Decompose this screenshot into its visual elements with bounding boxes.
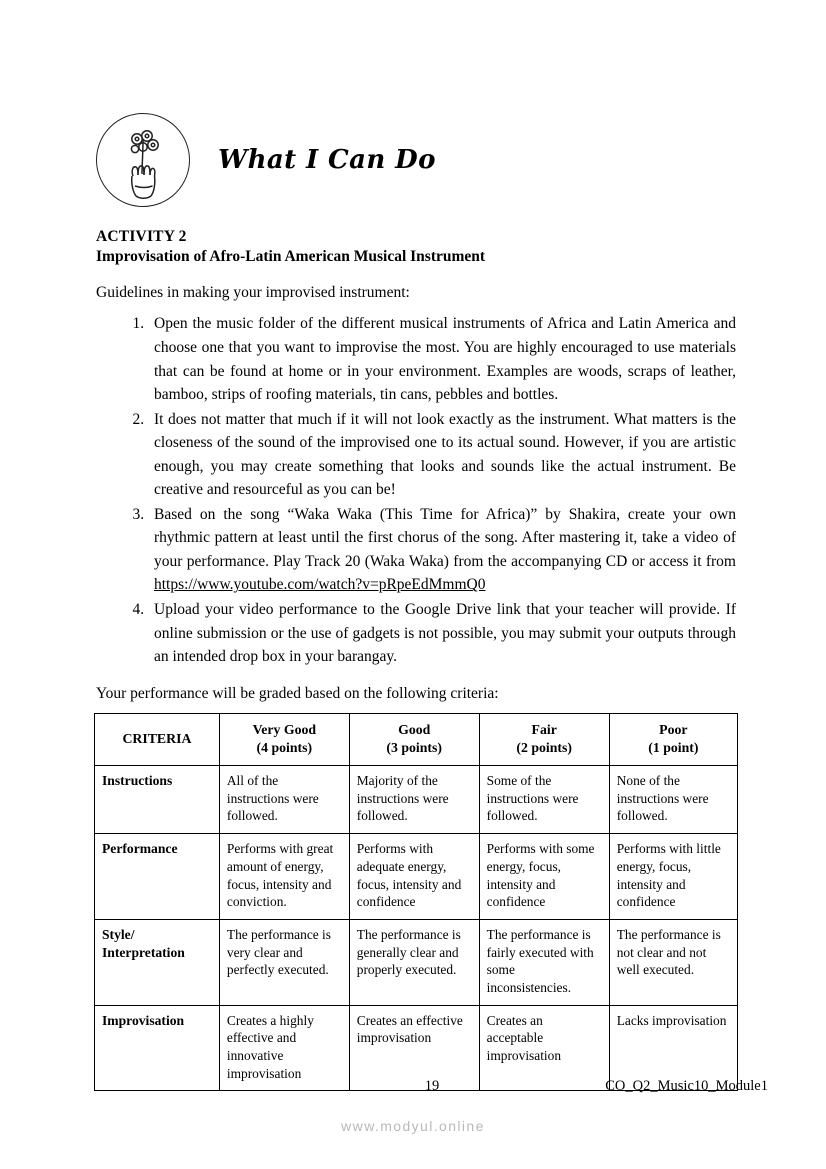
guidelines-intro: Guidelines in making your improvised instrument:	[96, 284, 410, 301]
hand-holding-flower-icon	[96, 113, 190, 207]
table-cell: Creates an effective improvisation	[349, 1005, 479, 1091]
table-cell: Performs with some energy, focus, intensity and confidence	[479, 834, 609, 920]
list-item-text: Based on the song “Waka Waka (This Time for Africa)” by Shakira, create your own rhythmic pattern at least until the first chorus of the song. After mastering it, take a video of your performance. Play Track 20 (Waka Waka) from the accompanying CD or access it from	[154, 505, 736, 570]
table-row	[95, 834, 738, 920]
header-line-2: (3 points)	[386, 739, 442, 755]
row-criteria-label: Style/ Interpretation	[95, 919, 220, 1005]
table-cell: The performance is generally clear and properly executed.	[349, 919, 479, 1005]
rubric-table	[94, 713, 738, 1092]
table-cell: Performs with adequate energy, focus, intensity and confidence	[349, 834, 479, 920]
table-cell: Lacks improvisation	[609, 1005, 737, 1091]
table-cell: The performance is very clear and perfectly executed.	[219, 919, 349, 1005]
row-criteria-label: Instructions	[95, 766, 220, 834]
header-line-1: Poor	[659, 721, 688, 737]
table-cell: Performs with great amount of energy, focus, intensity and conviction.	[219, 834, 349, 920]
column-header-fair	[479, 713, 609, 765]
table-cell: Performs with little energy, focus, intensity and confidence	[609, 834, 737, 920]
table-cell: All of the instructions were followed.	[219, 766, 349, 834]
header-line-1: CRITERIA	[122, 730, 192, 746]
page-number: 19	[424, 1078, 440, 1094]
watermark: www.modyul.online	[341, 1118, 485, 1134]
header-line-2: (4 points)	[256, 739, 313, 755]
activity-subtitle: Improvisation of Afro-Latin American Musical Instrument	[96, 248, 486, 265]
header-line-2: (1 point)	[648, 739, 699, 755]
section-header	[96, 110, 736, 210]
list-item: 4. Upload your video performance to the Google Drive link that your teacher will provide. If online submission or the use of gadgets is not possible, you may submit your outputs through an intended drop box in your barangay.	[148, 598, 736, 669]
guidelines-list	[96, 312, 736, 668]
table-cell: Majority of the instructions were followed.	[349, 766, 479, 834]
list-item: 2. It does not matter that much if it will not look exactly as the instrument. What matters is the closeness of the sound of the improvised one to its actual sound. However, if you are artistic enough, you may create something that looks and sounds like the actual instrument. Be creative and resourceful as you can be!	[148, 408, 736, 502]
table-row	[95, 766, 738, 834]
header-line-1: Good	[398, 721, 431, 737]
list-item: 1. Open the music folder of the different musical instruments of Africa and Latin America and choose one that you want to improvise the most. You are highly encouraged to use materials that can be found at home or in your environment. Examples are woods, scraps of leather, bamboo, strips of roofing materials, tin cans, pebbles and bottles.	[148, 312, 736, 406]
table-cell: The performance is fairly executed with some inconsistencies.	[479, 919, 609, 1005]
table-cell: None of the instructions were followed.	[609, 766, 737, 834]
activity-title: ACTIVITY 2	[96, 228, 187, 245]
row-criteria-label: Improvisation	[95, 1005, 220, 1091]
table-header-row	[95, 713, 738, 765]
header-line-1: Fair	[531, 721, 557, 737]
table-cell: Creates a highly effective and innovative improvisation	[219, 1005, 349, 1091]
column-header-very-good	[219, 713, 349, 765]
column-header-criteria	[95, 713, 220, 765]
column-header-good	[349, 713, 479, 765]
column-header-poor	[609, 713, 737, 765]
row-criteria-label: Performance	[95, 834, 220, 920]
table-cell: Creates an acceptable improvisation	[479, 1005, 609, 1091]
header-line-2: (2 points)	[516, 739, 572, 755]
page-title: What I Can Do	[218, 145, 436, 175]
youtube-link[interactable]: https://www.youtube.com/watch?v=pRpeEdMmmQ0	[154, 576, 486, 594]
table-cell: Some of the instructions were followed.	[479, 766, 609, 834]
list-item	[148, 503, 736, 597]
table-cell: The performance is not clear and not well executed.	[609, 919, 737, 1005]
table-row	[95, 919, 738, 1005]
rubric-lead: Your performance will be graded based on the following criteria:	[96, 684, 499, 702]
page-content	[96, 110, 736, 1091]
header-line-1: Very Good	[252, 721, 317, 737]
module-code: CO_Q2_Music10_Module1	[605, 1078, 768, 1094]
